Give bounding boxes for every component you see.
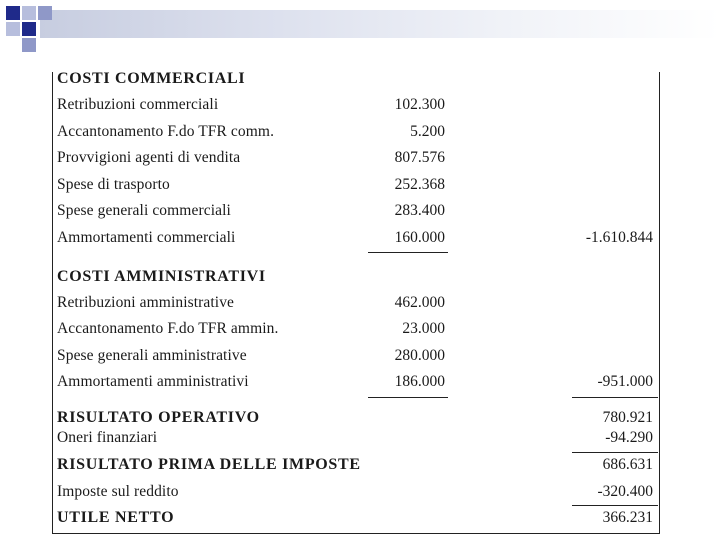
oneri-finanziari-row <box>57 429 657 453</box>
table-row <box>57 373 657 397</box>
row-label: Spese generali commerciali <box>57 202 231 219</box>
risultato-prima-imposte-row <box>57 456 657 480</box>
row-label: Ammortamenti commerciali <box>57 229 236 246</box>
subtotal-underline <box>368 397 448 398</box>
corner-square-decoration <box>38 6 52 20</box>
row-label: RISULTATO OPERATIVO <box>57 409 260 426</box>
section-title: COSTI COMMERCIALI <box>57 70 246 87</box>
row-value: 252.368 <box>394 176 445 193</box>
row-value: 186.000 <box>394 373 445 390</box>
row-label: Provvigioni agenti di vendita <box>57 149 241 166</box>
row-label: RISULTATO PRIMA DELLE IMPOSTE <box>57 456 361 473</box>
row-label: Retribuzioni amministrative <box>57 294 235 311</box>
total-underline <box>572 505 658 506</box>
row-value: 686.631 <box>602 456 653 473</box>
row-label: Retribuzioni commerciali <box>57 96 219 113</box>
subtotal-underline <box>368 252 448 253</box>
row-value: 462.000 <box>394 294 445 311</box>
section-title: COSTI AMMINISTRATIVI <box>57 268 266 285</box>
row-value: 283.400 <box>394 202 445 219</box>
row-label: Ammortamenti amministrativi <box>57 373 249 390</box>
row-label: Accantonamento F.do TFR ammin. <box>57 320 279 337</box>
table-row <box>57 320 657 344</box>
corner-square-decoration <box>22 22 36 36</box>
header-gradient-bar <box>40 10 720 38</box>
row-value: -320.400 <box>597 483 653 500</box>
total-underline <box>572 397 658 398</box>
imposte-row <box>57 483 657 507</box>
table-row <box>57 294 657 318</box>
section-total: -951.000 <box>597 373 653 390</box>
row-label: UTILE NETTO <box>57 509 175 526</box>
section-heading-costi-commerciali <box>57 70 657 94</box>
section-heading-costi-amministrativi <box>57 268 657 292</box>
row-label: Spese generali amministrative <box>57 347 247 364</box>
row-label: Imposte sul reddito <box>57 483 179 500</box>
table-row <box>57 96 657 120</box>
table-row <box>57 202 657 226</box>
row-label: Oneri finanziari <box>57 429 158 446</box>
row-value: 23.000 <box>402 320 445 337</box>
row-value: 807.576 <box>394 149 445 166</box>
table-row <box>57 149 657 173</box>
corner-square-decoration <box>22 38 36 52</box>
row-label: Spese di trasporto <box>57 176 170 193</box>
row-label: Accantonamento F.do TFR comm. <box>57 123 275 140</box>
section-total: -1.610.844 <box>585 229 653 246</box>
corner-square-decoration <box>22 6 36 20</box>
corner-square-decoration <box>6 22 20 36</box>
row-value: 780.921 <box>602 409 653 426</box>
total-underline <box>572 452 658 453</box>
corner-square-decoration <box>6 6 20 20</box>
row-value: 5.200 <box>410 123 445 140</box>
row-value: 102.300 <box>394 96 445 113</box>
table-row <box>57 347 657 371</box>
table-row <box>57 176 657 200</box>
row-value: 280.000 <box>394 347 445 364</box>
utile-netto-row <box>57 509 657 533</box>
table-row <box>57 123 657 147</box>
row-value: -94.290 <box>605 429 653 446</box>
row-value: 160.000 <box>394 229 445 246</box>
table-row <box>57 229 657 253</box>
row-value: 366.231 <box>602 509 653 526</box>
